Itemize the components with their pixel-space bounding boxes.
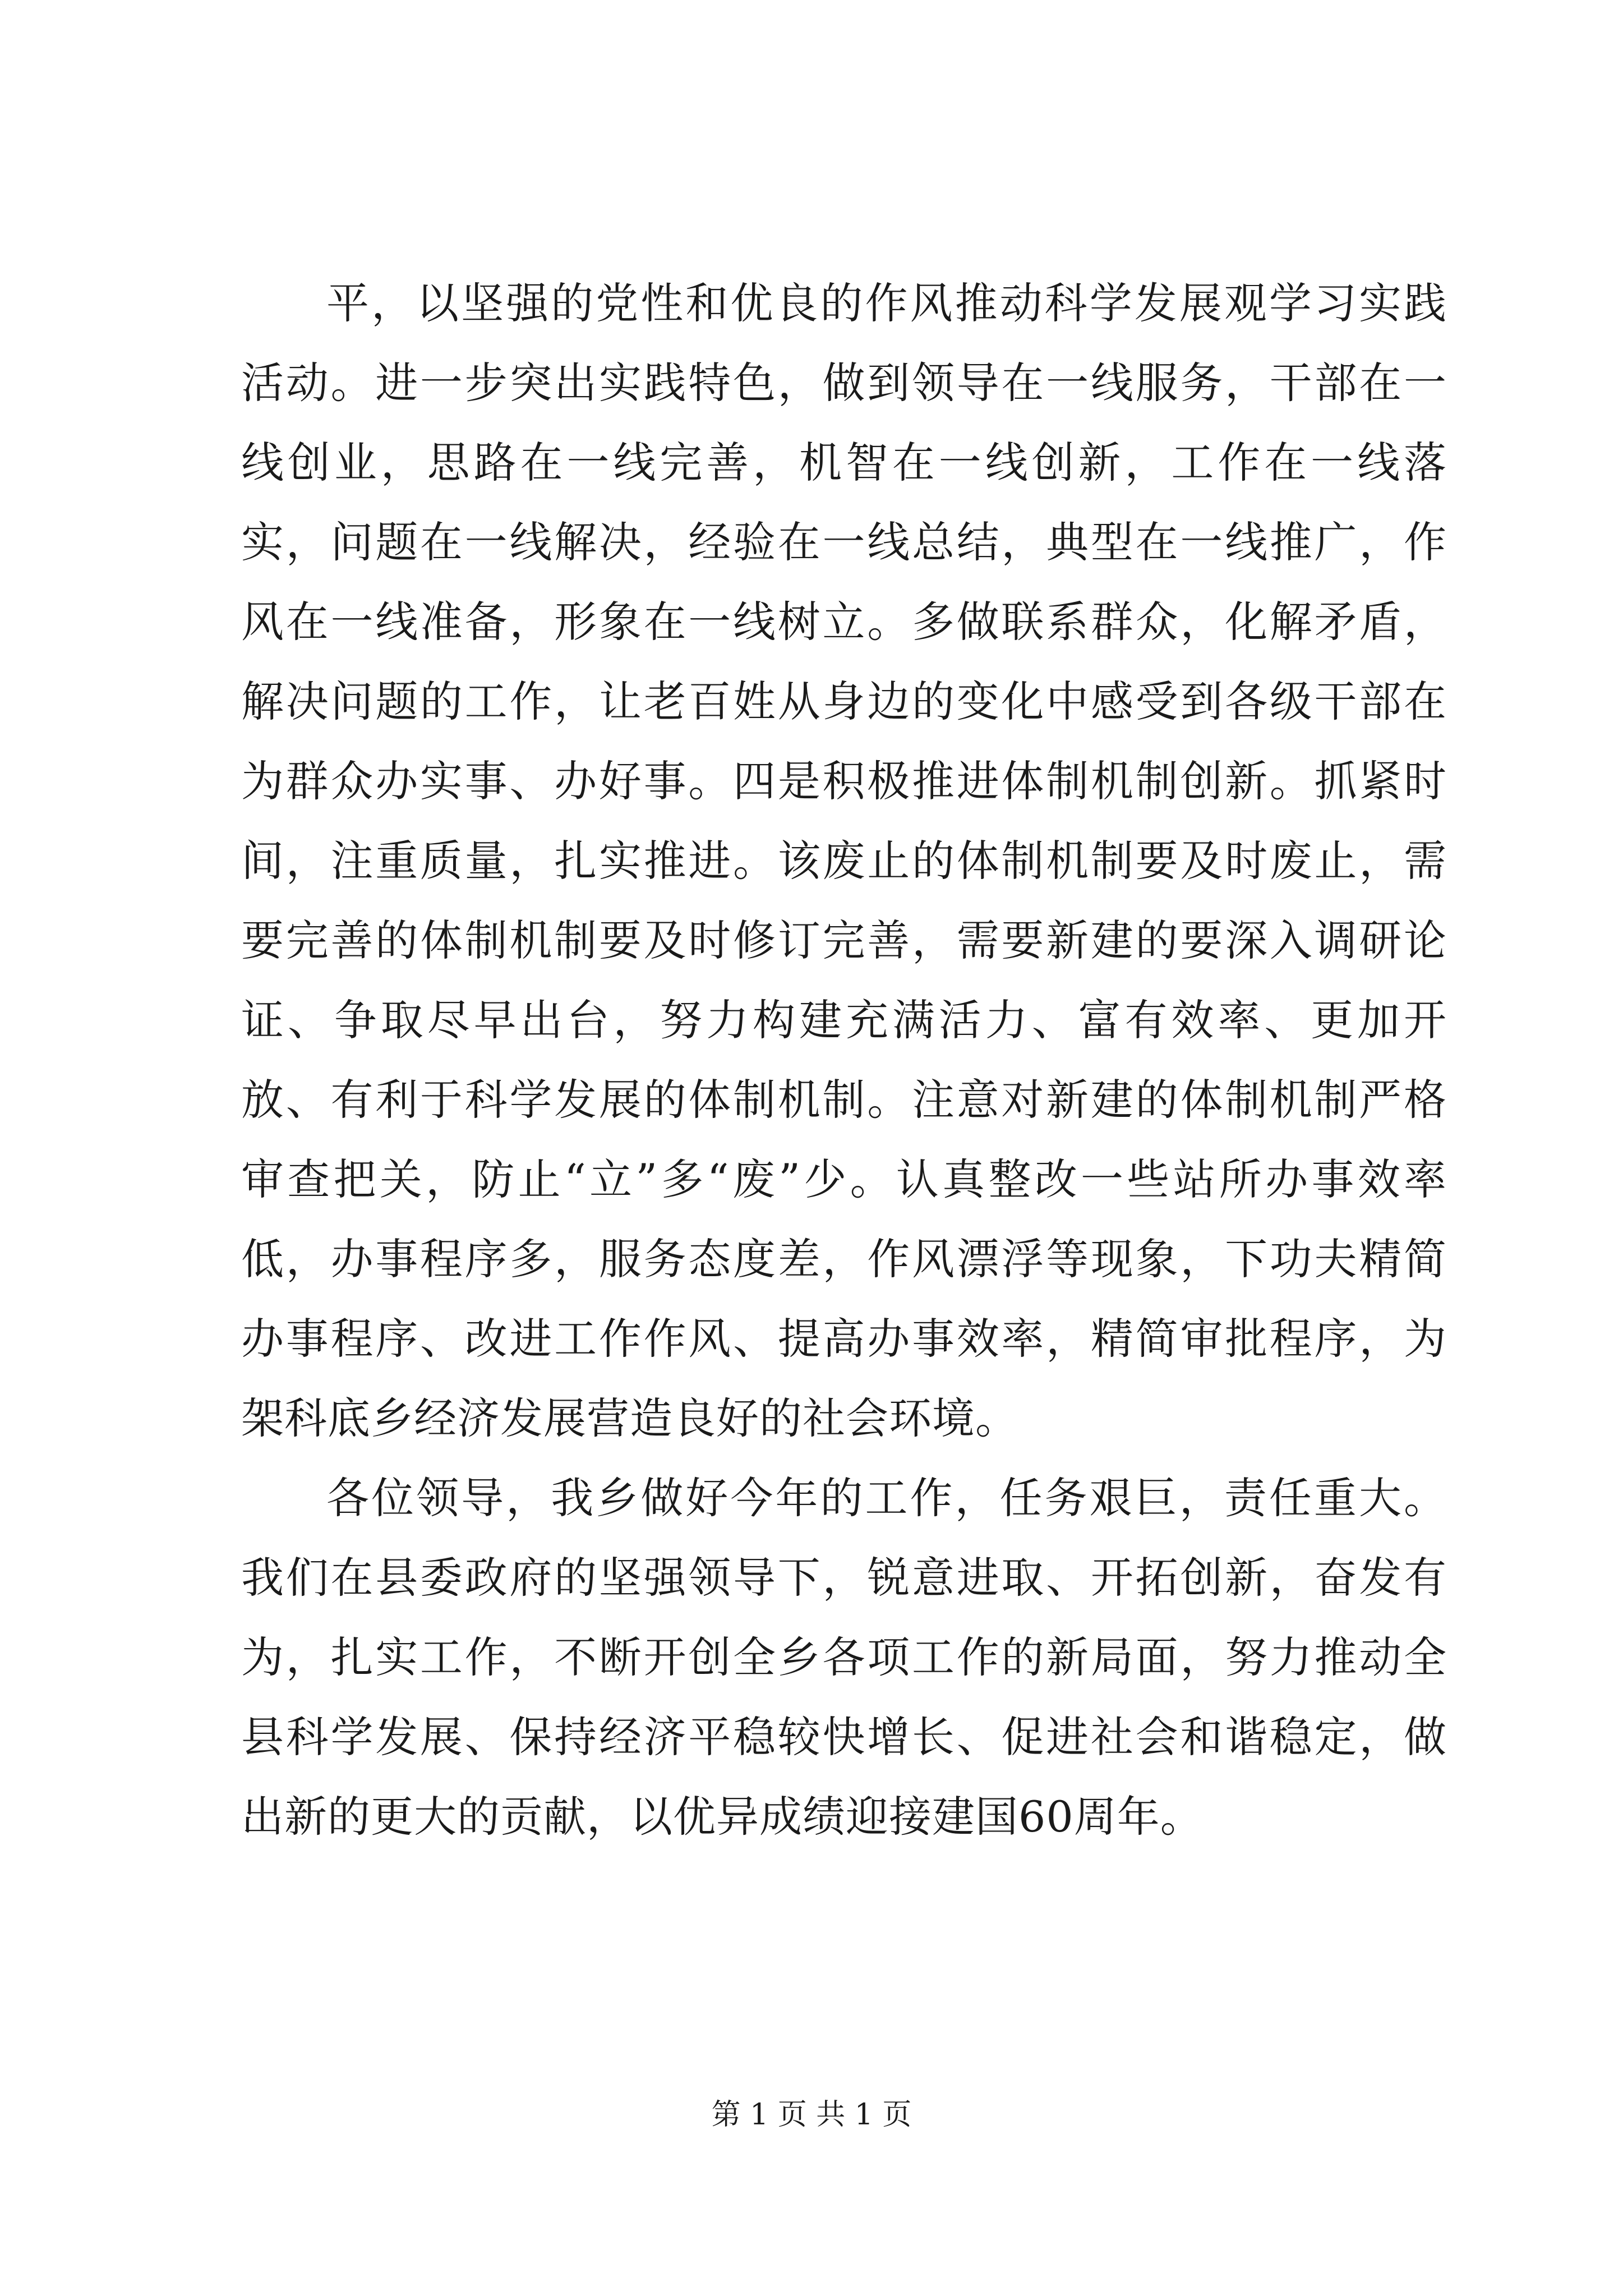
body-paragraph: 平，以坚强的党性和优良的作风推动科学发展观学习实践活动。进一步突出实践特色，做到领导在一线服务，干部在一线创业，思路在一线完善，机智在一线创新，工作在一线落实，问题在一线解决，经验在一线总结，典型在一线推广，作风在一线准备，形象在一线树立。多做联系群众，化解矛盾，解决问题的工作，让老百姓从身边的变化中感受到各级干部在为群众办实事、办好事。四是积极推进体制机制创新。抓紧时间，注重质量，扎实推进。该废止的体制机制要及时废止，需要完善的体制机制要及时修订完善，需要新建的要深入调研论证、争取尽早出台，努力构建充满活力、富有效率、更加开放、有利于科学发展的体制机制。注意对新建的体制机制严格审查把关，防止“立”多“废”少。认真整改一些站所办事效率低，办事程序多，服务态度差，作风漂浮等现象，下功夫精简办事程序、改进工作作风、提高办事效率，精简审批程序，为架科底乡经济发展营造良好的社会环境。 (241, 278, 1447, 1443)
body-paragraph: 各位领导，我乡做好今年的工作，任务艰巨，责任重大。我们在县委政府的坚强领导下，锐意进取、开拓创新，奋发有为，扎实工作，不断开创全乡各项工作的新局面，努力推动全县科学发展、保持经济平稳较快增长、促进社会和谐稳定，做出新的更大的贡献，以优异成绩迎接建国60周年。 (241, 1473, 1447, 1842)
document-body (241, 264, 1447, 1857)
page-footer: 第 1 页 共 1 页 (711, 2098, 912, 2132)
